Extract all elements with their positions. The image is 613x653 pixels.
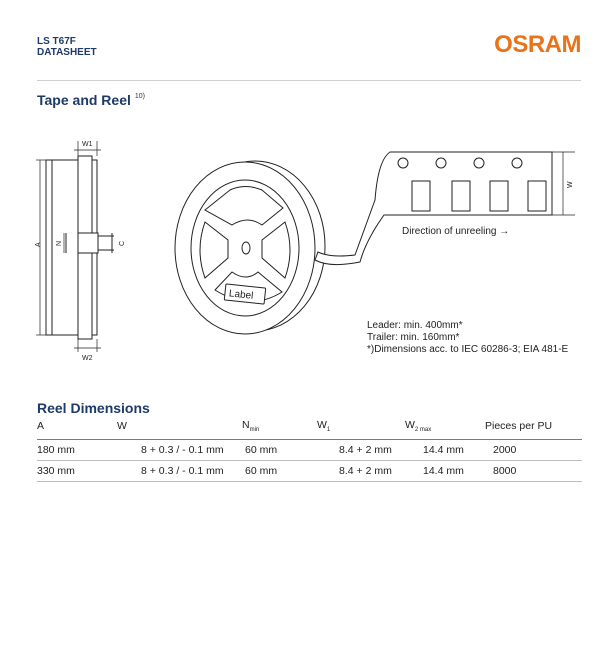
carrier-tape	[315, 152, 575, 265]
section-title-reel-dimensions: Reel Dimensions	[37, 400, 150, 416]
dim-a: A	[35, 242, 42, 247]
reel-perspective	[175, 161, 325, 334]
reel-label-text: Label	[228, 288, 254, 302]
col-a: A	[37, 418, 117, 440]
table-row: 180 mm 8 + 0.3 / - 0.1 mm 60 mm 8.4 + 2 mm 14.4 mm 2000	[37, 440, 582, 461]
note-standards: *)Dimensions acc. to IEC 60286-3; EIA 481-E	[367, 344, 569, 355]
doc-type: DATASHEET	[37, 47, 97, 58]
col-n: $N_{min}$	[242, 418, 317, 440]
note-leader: Leader: min. 400mm*	[367, 320, 463, 331]
reel-dimensions-table	[37, 418, 582, 482]
dim-w2: W2	[82, 355, 93, 362]
note-trailer: Trailer: min. 160mm*	[367, 332, 460, 343]
table-row: 330 mm 8 + 0.3 / - 0.1 mm 60 mm 8.4 + 2 mm 14.4 mm 8000	[37, 461, 582, 482]
osram-logo: OSRAM	[494, 31, 581, 58]
dim-w: W	[567, 181, 574, 188]
col-pieces: Pieces per PU	[485, 418, 582, 440]
unreeling-direction: Direction of unreeling →	[402, 226, 510, 237]
product-name: LS T67F	[37, 36, 76, 47]
col-w1: $W_1$	[317, 418, 405, 440]
reel-side-view	[36, 141, 114, 352]
dim-w1: W1	[82, 141, 93, 148]
footnote-ref: 10)	[134, 93, 146, 100]
dim-c: C	[119, 240, 126, 246]
dim-n: N	[56, 240, 63, 246]
col-w2: $W_{2 max}$	[405, 418, 485, 440]
table-header-row	[37, 418, 582, 440]
col-w: W	[117, 418, 242, 440]
section-title-tape-reel: Tape and Reel $^{10)}$	[37, 92, 146, 108]
